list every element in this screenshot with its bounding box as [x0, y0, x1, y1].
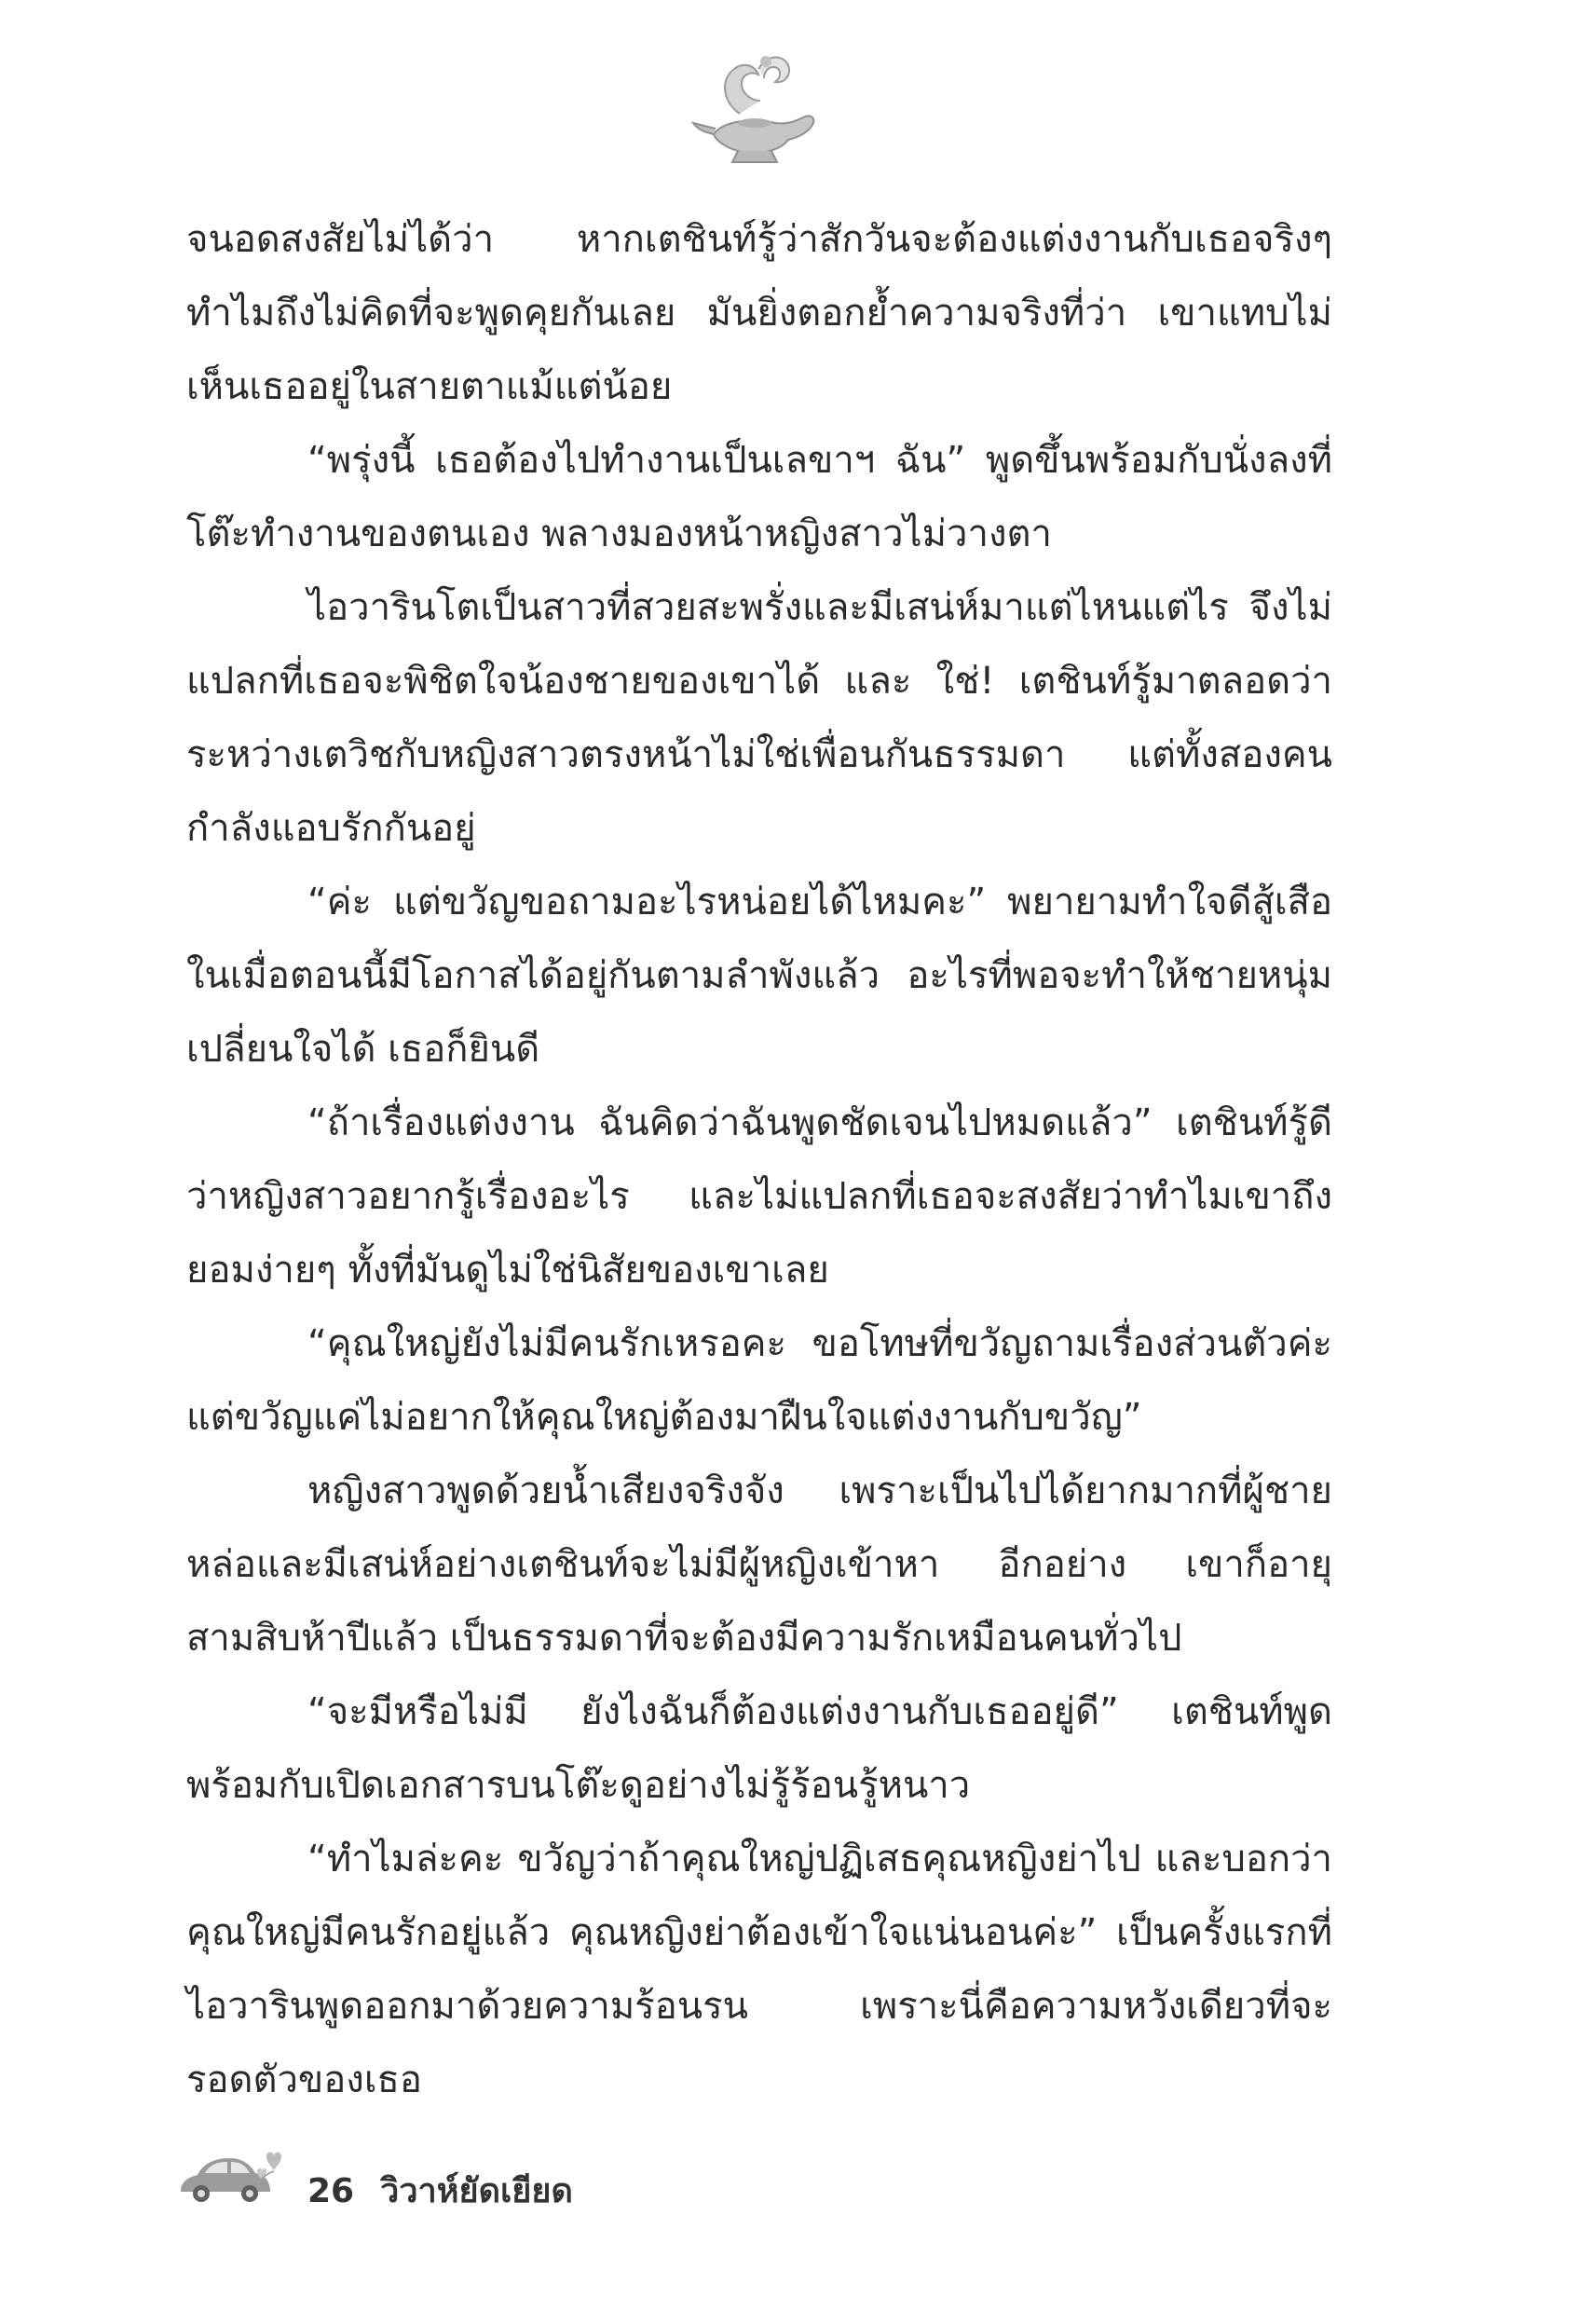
paragraph-1: จนอดสงสัยไม่ได้ว่า หากเตชินท์รู้ว่าสักวันจะต้องแต่งงานกับเธอจริงๆ ทำไมถึงไม่คิดที่จะพูดคุยกันเลย มันยิ่งตอกย้ำความจริงที่ว่า เขาแทบไม่เห็นเธออยู่ในสายตาแม้แต่น้อย	[186, 218, 1332, 408]
paragraph-9: “ทำไมล่ะคะ ขวัญว่าถ้าคุณใหญ่ปฏิเสธคุณหญิงย่าไป และบอกว่าคุณใหญ่มีคนรักอยู่แล้ว คุณหญิงย่าต้องเข้าใจแน่นอนค่ะ” เป็นครั้งแรกที่ไอวารินพูดออกมาด้วยความร้อนรน เพราะนี่คือความหวังเดียวที่จะรอดตัวของเธอ	[186, 1838, 1332, 2101]
folio	[307, 2164, 599, 2217]
paragraph-3: ไอวารินโตเป็นสาวที่สวยสะพรั่งและมีเสน่ห์มาแต่ไหนแต่ไร จึงไม่แปลกที่เธอจะพิชิตใจน้องชายของเขาได้ และ ใช่! เตชินท์รู้มาตลอดว่าระหว่างเตวิชกับหญิงสาวตรงหน้าไม่ใช่เพื่อนกันธรรมดา แต่ทั้งสองคนกำลังแอบรักกันอยู่	[186, 586, 1332, 850]
page-number: 26	[307, 2172, 355, 2210]
paragraph-6: “คุณใหญ่ยังไม่มีคนรักเหรอคะ ขอโทษที่ขวัญถามเรื่องส่วนตัวค่ะ แต่ขวัญแค่ไม่อยากให้คุณใหญ่ต้องมาฝืนใจแต่งงานกับขวัญ”	[186, 1322, 1332, 1439]
paragraph-4: “ค่ะ แต่ขวัญขอถามอะไรหน่อยได้ไหมคะ” พยายามทำใจดีสู้เสือในเมื่อตอนนี้มีโอกาสได้อยู่กันตามลำพังแล้ว อะไรที่พอจะทำให้ชายหนุ่มเปลี่ยนใจได้ เธอก็ยินดี	[186, 881, 1332, 1071]
page-footer	[177, 2143, 922, 2236]
book-title: วิวาห์ยัดเยียด	[380, 2172, 573, 2210]
page-body	[186, 203, 1332, 2117]
paragraph-2: “พรุ่งนี้ เธอต้องไปทำงานเป็นเลขาฯ ฉัน” พูดขึ้นพร้อมกับนั่งลงที่โต๊ะทำงานของตนเอง พลางมองหน้าหญิงสาวไม่วางตา	[186, 439, 1332, 555]
paragraph-5: “ถ้าเรื่องแต่งงาน ฉันคิดว่าฉันพูดชัดเจนไปหมดแล้ว” เตชินท์รู้ดีว่าหญิงสาวอยากรู้เรื่องอะไร และไม่แปลกที่เธอจะสงสัยว่าทำไมเขาถึงยอมง่ายๆ ทั้งที่มันดูไม่ใช่นิสัยของเขาเลย	[186, 1101, 1332, 1292]
car-with-hearts-icon	[177, 2143, 287, 2208]
genie-lamp-icon	[686, 48, 825, 170]
paragraph-7: หญิงสาวพูดด้วยน้ำเสียงจริงจัง เพราะเป็นไปได้ยากมากที่ผู้ชายหล่อและมีเสน่ห์อย่างเตชินท์จะไม่มีผู้หญิงเข้าหา อีกอย่าง เขาก็อายุสามสิบห้าปีแล้ว เป็นธรรมดาที่จะต้องมีความรักเหมือนคนทั่วไป	[186, 1470, 1332, 1660]
paragraph-8: “จะมีหรือไม่มี ยังไงฉันก็ต้องแต่งงานกับเธออยู่ดี” เตชินท์พูดพร้อมกับเปิดเอกสารบนโต๊ะดูอย่างไม่รู้ร้อนรู้หนาว	[186, 1690, 1332, 1807]
